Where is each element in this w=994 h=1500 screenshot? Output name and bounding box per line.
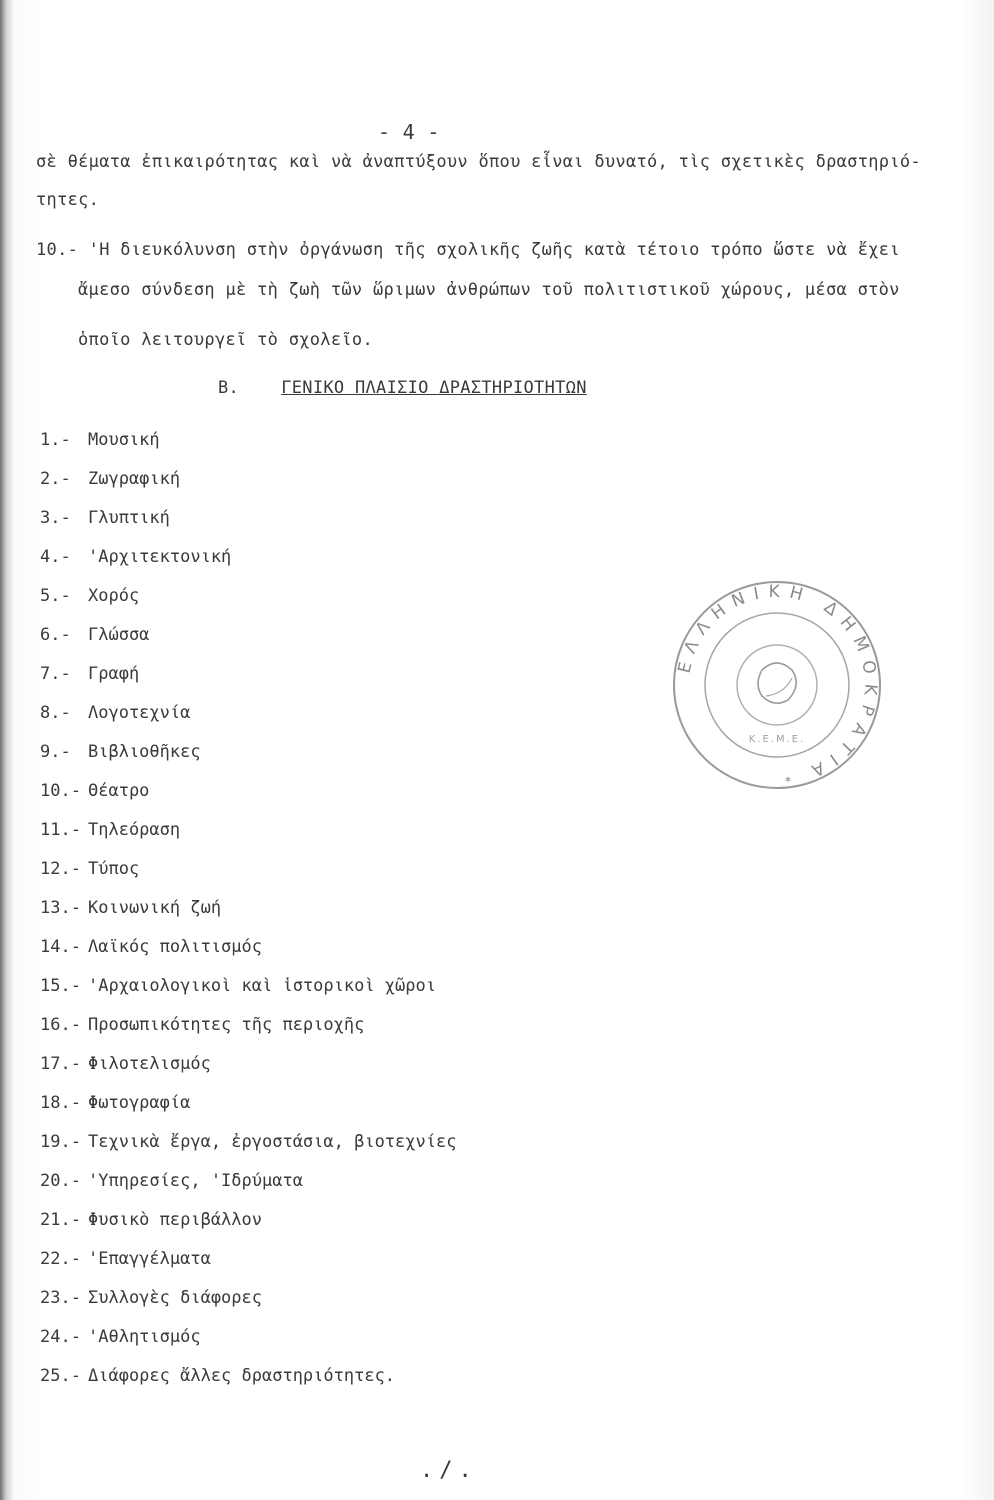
item-label: Γλυπτική [88,508,170,528]
item-label: Γλώσσα [88,625,150,645]
item-number: 1.- [40,430,71,450]
item-number: 18.- [40,1093,81,1113]
section-prefix: B. [218,378,240,398]
stamp-seal-icon [670,578,884,792]
item-label: Τηλεόραση [88,820,181,840]
item-number: 19.- [40,1132,81,1152]
list-item [40,430,160,450]
item-number: 24.- [40,1327,81,1347]
item-number: 25.- [40,1366,81,1386]
page-number: - 4 - [378,120,440,144]
list-item [40,820,180,840]
item-label: Βιβλιοθῆκες [88,742,201,762]
section-title: ΓΕΝΙΚΟ ΠΛΑΙΣΙΟ ΔΡΑΣΤΗΡΙΟΤΗΤΩΝ [281,378,587,398]
item-label: Φωτογραφία [88,1093,191,1113]
item-number: 7.- [40,664,71,684]
paragraph-line: τητες. [36,190,100,210]
list-item [40,937,262,957]
item-label: Λαϊκός πολιτισμός [88,937,262,957]
list-item [40,1249,211,1269]
item-label: Συλλογὲς διάφορες [88,1288,262,1308]
item-number: 15.- [40,976,81,996]
item-number: 12.- [40,859,81,879]
item-number: 8.- [40,703,71,723]
item-number: 2.- [40,469,71,489]
list-item [40,1015,364,1035]
list-item [40,1054,211,1074]
continuation-mark: ./. [420,1458,478,1483]
list-item [40,1093,190,1113]
item-label: 'Επαγγέλματα [88,1249,211,1269]
list-item [40,547,231,567]
list-item [40,1210,262,1230]
item-label: Ζωγραφική [88,469,181,489]
item-number: 5.- [40,586,71,606]
item-label: Φιλοτελισμός [88,1054,211,1074]
list-item [40,859,139,879]
list-item [40,664,139,684]
item-label: Φυσικὸ περιβάλλον [88,1210,262,1230]
item-label: 'Αρχαιολογικοὶ καὶ ἱστορικοὶ χῶροι [88,976,436,996]
list-item [40,742,201,762]
paragraph-line: ὁποῖο λειτουργεῖ τὸ σχολεῖο. [78,330,373,350]
item-label: Προσωπικότητες τῆς περιοχῆς [88,1015,365,1035]
paragraph-line: σὲ θέματα ἐπικαιρότητας καὶ νὰ ἀναπτύξουν ὅπου εἶναι δυνατό, τὶς σχετικὲς δραστηριό- [36,152,921,172]
item-number: 22.- [40,1249,81,1269]
list-item [40,1132,456,1152]
stamp-outer-text: ΕΛΛΗΝΙΚΗ ΔΗΜΟΚΡΑΤΙΑ [674,581,881,784]
section-heading [218,378,587,398]
list-item [40,1366,395,1386]
list-item [40,1171,303,1191]
list-item [40,703,190,723]
item-label: Διάφορες ἄλλες δραστηριότητες. [88,1366,396,1386]
item-number: 23.- [40,1288,81,1308]
item-number: 11.- [40,820,81,840]
item-label: Τύπος [88,859,140,879]
stamp-inner-text: Κ.Ε.Μ.Ε. [748,734,806,745]
item-label: 'Αρχιτεκτονική [88,547,232,567]
item-label: Μουσική [88,430,160,450]
item-label: Χορός [88,586,140,606]
svg-text:✶: ✶ [784,772,792,786]
list-item [40,1327,201,1347]
item-label: 'Υπηρεσίες, 'Ιδρύματα [88,1171,303,1191]
item-label: 'Αθλητισμός [88,1327,201,1347]
list-item [40,508,170,528]
list-item [40,781,149,801]
list-item [40,898,221,918]
item-number: 16.- [40,1015,81,1035]
item-label: Θέατρο [88,781,150,801]
item-number: 20.- [40,1171,81,1191]
item-label: Λογοτεχνία [88,703,191,723]
item-number: 9.- [40,742,71,762]
item-label: Γραφή [88,664,140,684]
item-number: 14.- [40,937,81,957]
item-number: 3.- [40,508,71,528]
list-item [40,625,149,645]
item-number: 21.- [40,1210,81,1230]
item-number: 4.- [40,547,71,567]
list-item [40,976,436,996]
item-number: 10.- [40,781,81,801]
item-label: Τεχνικὰ ἔργα, ἐργοστάσια, βιοτεχνίες [88,1132,457,1152]
official-stamp [670,578,884,792]
list-item [40,586,139,606]
item-number: 6.- [40,625,71,645]
paragraph-line: 10.- 'Η διευκόλυνση στὴν ὀργάνωση τῆς σχολικῆς ζωῆς κατὰ τέτοιο τρόπο ὥστε νὰ ἔχει [36,240,900,260]
item-number: 17.- [40,1054,81,1074]
list-item [40,469,180,489]
item-label: Κοινωνική ζωή [88,898,222,918]
paragraph-line: ἄμεσο σύνδεση μὲ τὴ ζωὴ τῶν ὥριμων ἀνθρώπων τοῦ πολιτιστικοῦ χώρους, μέσα στὸν [78,280,900,300]
item-number: 13.- [40,898,81,918]
list-item [40,1288,262,1308]
